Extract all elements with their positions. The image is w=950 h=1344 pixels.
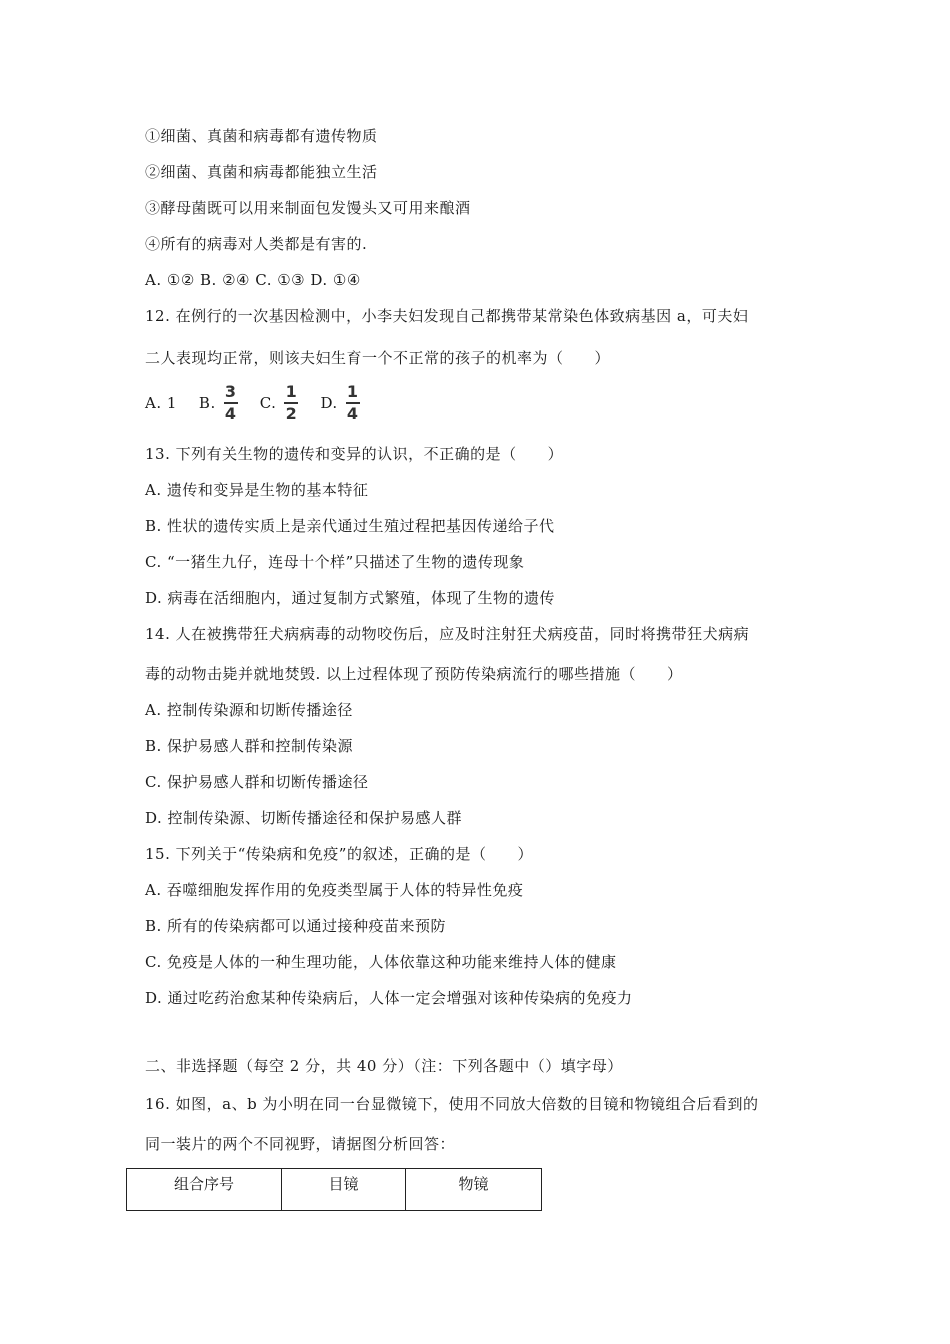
q13-option-d: D. 病毒在活细胞内，通过复制方式繁殖，体现了生物的遗传: [145, 589, 556, 607]
q15-option-b: B. 所有的传染病都可以通过接种疫苗来预防: [145, 917, 447, 935]
q11-item-3: ③酵母菌既可以用来制面包发馒头又可用来酿酒: [145, 199, 471, 217]
q13-option-b: B. 性状的遗传实质上是亲代通过生殖过程把基因传递给子代: [145, 517, 555, 535]
q12-option-b-label: B.: [198, 394, 216, 412]
q14-stem-line1: 14. 人在被携带狂犬病病毒的动物咬伤后，应及时注射狂犬病疫苗，同时将携带狂犬病病: [145, 625, 750, 643]
q11-item-1: ①细菌、真菌和病毒都有遗传物质: [145, 127, 378, 145]
q11-item-2: ②细菌、真菌和病毒都能独立生活: [145, 163, 378, 181]
combination-table: [126, 1168, 542, 1211]
section-heading: 二、非选择题（每空 2 分，共 40 分）（注：下列各题中（）填字母）: [145, 1057, 623, 1075]
q15-option-c: C. 免疫是人体的一种生理功能，人体依靠这种功能来维持人体的健康: [145, 953, 617, 971]
fraction-three-quarters: [224, 383, 238, 423]
fraction-denominator: 4: [346, 404, 359, 423]
q12-options: [145, 383, 382, 423]
fraction-numerator: 1: [285, 382, 298, 401]
q16-stem-line2: 同一装片的两个不同视野，请据图分析回答：: [145, 1135, 456, 1153]
q15-option-d: D. 通过吃药治愈某种传染病后，人体一定会增强对该种传染病的免疫力: [145, 989, 633, 1007]
q15-stem: 15. 下列关于“传染病和免疫”的叙述，正确的是（ ）: [145, 845, 533, 863]
q15-option-a: A. 吞噬细胞发挥作用的免疫类型属于人体的特异性免疫: [145, 881, 524, 899]
table-header-combo-number: 组合序号: [127, 1169, 282, 1211]
table-header-objective: 物镜: [406, 1169, 542, 1211]
fraction-numerator: 3: [224, 382, 237, 401]
q12-option-c: [260, 383, 299, 423]
q12-option-a: A. 1: [145, 394, 177, 412]
q13-option-a: A. 遗传和变异是生物的基本特征: [145, 481, 369, 499]
q12-stem-line2: 二人表现均正常，则该夫妇生育一个不正常的孩子的机率为（ ）: [145, 349, 611, 367]
q14-option-a: A. 控制传染源和切断传播途径: [145, 701, 353, 719]
fraction-denominator: 2: [285, 404, 298, 423]
table-header-row: [127, 1169, 542, 1211]
fraction-numerator: 1: [346, 382, 359, 401]
q14-option-c: C. 保护易感人群和切断传播途径: [145, 773, 369, 791]
q12-option-d-label: D.: [320, 394, 338, 412]
q12-option-b: [199, 383, 238, 423]
fraction-one-half: [284, 383, 298, 423]
q16-stem-line1: 16. 如图，a、b 为小明在同一台显微镜下，使用不同放大倍数的目镜和物镜组合后看到的: [145, 1095, 759, 1113]
q11-item-4: ④所有的病毒对人类都是有害的.: [145, 235, 368, 253]
q13-option-c: C. “一猪生九仔，连母十个样”只描述了生物的遗传现象: [145, 553, 525, 571]
q12-stem-line1: 12. 在例行的一次基因检测中，小李夫妇发现自己都携带某常染色体致病基因 a，可夫妇: [145, 307, 749, 325]
q14-stem-line2: 毒的动物击毙并就地焚毁. 以上过程体现了预防传染病流行的哪些措施（ ）: [145, 665, 683, 683]
q13-stem: 13. 下列有关生物的遗传和变异的认识，不正确的是（ ）: [145, 445, 564, 463]
q12-option-c-label: C.: [259, 394, 277, 412]
fraction-denominator: 4: [224, 404, 237, 423]
q12-option-d: [320, 383, 359, 423]
fraction-one-quarter: [346, 383, 360, 423]
table-header-eyepiece: 目镜: [282, 1169, 406, 1211]
q14-option-b: B. 保护易感人群和控制传染源: [145, 737, 354, 755]
q14-option-d: D. 控制传染源、切断传播途径和保护易感人群: [145, 809, 463, 827]
q11-options: A. ①② B. ②④ C. ①③ D. ①④: [145, 271, 361, 289]
